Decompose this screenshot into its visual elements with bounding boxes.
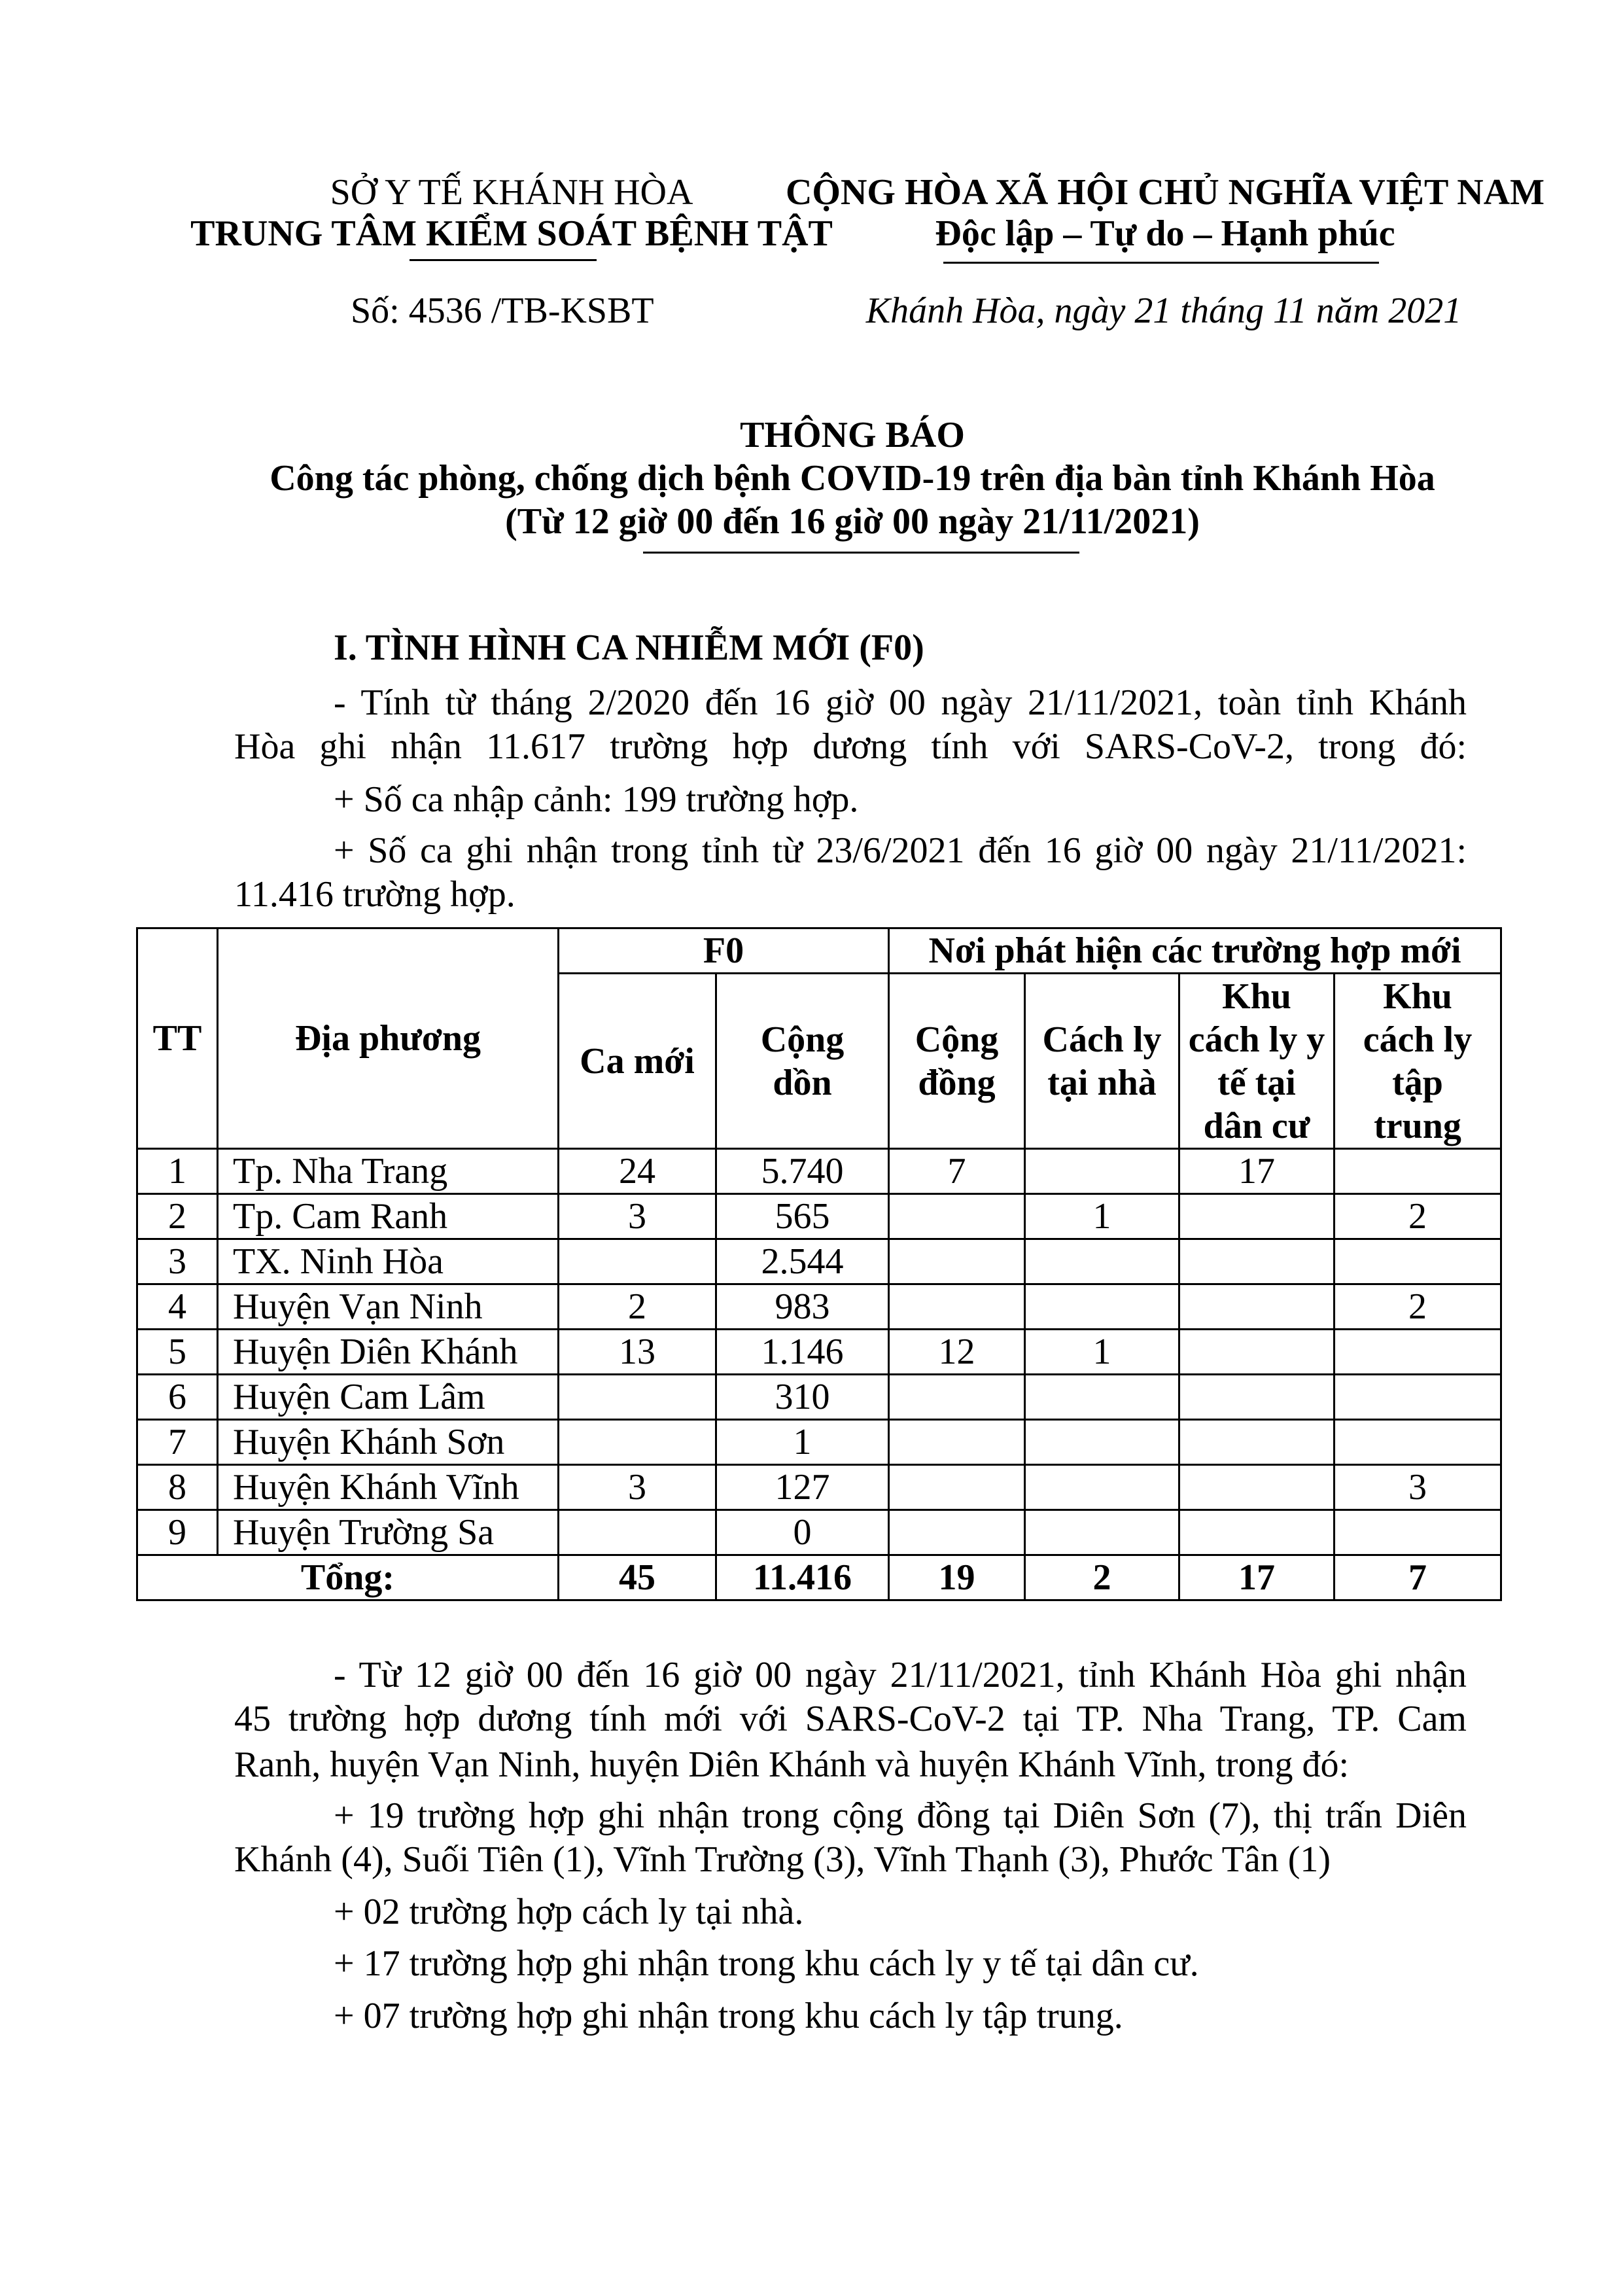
table-row	[137, 1420, 1501, 1465]
cell-home-isolation	[1025, 1239, 1179, 1284]
cell-locality: Huyện Khánh Sơn	[218, 1420, 559, 1465]
cases-table	[136, 927, 1502, 1601]
cell-cumulative: 310	[716, 1375, 889, 1420]
cell-community	[889, 1194, 1025, 1239]
cell-residential-isolation	[1179, 1420, 1335, 1465]
cell-community	[889, 1284, 1025, 1330]
org-name: TRUNG TÂM KIỂM SOÁT BỆNH TẬT	[190, 213, 833, 254]
total-cumulative: 11.416	[716, 1555, 889, 1600]
paragraph-line: Khánh (4), Suối Tiên (1), Vĩnh Trường (3), Vĩnh Thạnh (3), Phước Tân (1)	[234, 1839, 1331, 1880]
cell-locality: Tp. Nha Trang	[218, 1149, 559, 1194]
cell-locality: Huyện Trường Sa	[218, 1510, 559, 1555]
header-new-cases: Ca mới	[559, 974, 716, 1149]
cell-home-isolation	[1025, 1465, 1179, 1510]
motto: Độc lập – Tự do – Hạnh phúc	[935, 213, 1395, 254]
paragraph-line: Hòa ghi nhận 11.617 trường hợp dương tính với SARS-CoV-2, trong đó:	[234, 726, 1467, 767]
cell-home-isolation: 1	[1025, 1194, 1179, 1239]
cell-residential-isolation	[1179, 1284, 1335, 1330]
cell-locality: Huyện Diên Khánh	[218, 1330, 559, 1375]
header-tt: TT	[137, 928, 218, 1149]
cell-home-isolation	[1025, 1375, 1179, 1420]
cell-residential-isolation	[1179, 1239, 1335, 1284]
table-row	[137, 1465, 1501, 1510]
motto-underline	[943, 262, 1379, 264]
paragraph-line: - Tính từ tháng 2/2020 đến 16 giờ 00 ngày 21/11/2021, toàn tỉnh Khánh	[334, 682, 1467, 723]
header-centralized-isolation: Khu cách ly tập trung	[1335, 974, 1501, 1149]
cell-cumulative: 127	[716, 1465, 889, 1510]
paragraph-line: + 02 trường hợp cách ly tại nhà.	[334, 1892, 804, 1932]
cell-centralized-isolation: 2	[1335, 1194, 1501, 1239]
cell-new-cases	[559, 1510, 716, 1555]
total-residential-isolation: 17	[1179, 1555, 1335, 1600]
cell-community: 12	[889, 1330, 1025, 1375]
header-locality: Địa phương	[218, 928, 559, 1149]
cell-community	[889, 1420, 1025, 1465]
cell-tt: 7	[137, 1420, 218, 1465]
table-row	[137, 1375, 1501, 1420]
cell-tt: 2	[137, 1194, 218, 1239]
header-cumulative: Cộng dồn	[716, 974, 889, 1149]
cell-community	[889, 1465, 1025, 1510]
cell-locality: Huyện Vạn Ninh	[218, 1284, 559, 1330]
cell-centralized-isolation	[1335, 1375, 1501, 1420]
cell-cumulative: 1.146	[716, 1330, 889, 1375]
cell-tt: 6	[137, 1375, 218, 1420]
section-heading: I. TÌNH HÌNH CA NHIỄM MỚI (F0)	[334, 627, 924, 668]
cell-new-cases	[559, 1239, 716, 1284]
cell-cumulative: 2.544	[716, 1239, 889, 1284]
cell-community	[889, 1510, 1025, 1555]
header-f0: F0	[559, 928, 889, 974]
header-community: Cộng đồng	[889, 974, 1025, 1149]
cell-home-isolation: 1	[1025, 1330, 1179, 1375]
country-name: CỘNG HÒA XÃ HỘI CHỦ NGHĨA VIỆT NAM	[785, 172, 1545, 213]
paragraph-line: + 19 trường hợp ghi nhận trong cộng đồng tại Diên Sơn (7), thị trấn Diên	[334, 1795, 1467, 1836]
cell-centralized-isolation: 3	[1335, 1465, 1501, 1510]
cell-locality: Huyện Cam Lâm	[218, 1375, 559, 1420]
cell-cumulative: 565	[716, 1194, 889, 1239]
place-date: Khánh Hòa, ngày 21 tháng 11 năm 2021	[865, 291, 1462, 331]
cell-home-isolation	[1025, 1284, 1179, 1330]
cell-community	[889, 1239, 1025, 1284]
total-row	[137, 1555, 1501, 1600]
cell-residential-isolation	[1179, 1330, 1335, 1375]
cell-new-cases: 13	[559, 1330, 716, 1375]
cell-cumulative: 983	[716, 1284, 889, 1330]
total-centralized-isolation: 7	[1335, 1555, 1501, 1600]
cell-centralized-isolation	[1335, 1420, 1501, 1465]
org-underline	[410, 259, 597, 261]
total-community: 19	[889, 1555, 1025, 1600]
table-row	[137, 1330, 1501, 1375]
cell-tt: 4	[137, 1284, 218, 1330]
cell-new-cases: 3	[559, 1465, 716, 1510]
cell-centralized-isolation	[1335, 1330, 1501, 1375]
table-row	[137, 1284, 1501, 1330]
cell-residential-isolation	[1179, 1375, 1335, 1420]
cell-residential-isolation	[1179, 1510, 1335, 1555]
cell-cumulative: 1	[716, 1420, 889, 1465]
title-line2: Công tác phòng, chống dịch bệnh COVID-19 trên địa bàn tỉnh Khánh Hòa	[270, 458, 1435, 499]
cell-new-cases	[559, 1375, 716, 1420]
cell-residential-isolation	[1179, 1465, 1335, 1510]
paragraph-line: + 07 trường hợp ghi nhận trong khu cách ly tập trung.	[334, 1996, 1123, 2036]
cell-residential-isolation: 17	[1179, 1149, 1335, 1194]
cell-locality: TX. Ninh Hòa	[218, 1239, 559, 1284]
cell-locality: Tp. Cam Ranh	[218, 1194, 559, 1239]
header-detection: Nơi phát hiện các trường hợp mới	[889, 928, 1501, 974]
cell-cumulative: 0	[716, 1510, 889, 1555]
cell-community	[889, 1375, 1025, 1420]
cell-community: 7	[889, 1149, 1025, 1194]
cell-locality: Huyện Khánh Vĩnh	[218, 1465, 559, 1510]
paragraph-line: + Số ca ghi nhận trong tỉnh từ 23/6/2021 đến 16 giờ 00 ngày 21/11/2021:	[334, 830, 1467, 871]
total-new-cases: 45	[559, 1555, 716, 1600]
cell-centralized-isolation	[1335, 1239, 1501, 1284]
title-underline	[643, 552, 1079, 554]
paragraph-line: 45 trường hợp dương tính mới với SARS-CoV-2 tại TP. Nha Trang, TP. Cam	[234, 1699, 1467, 1739]
cell-home-isolation	[1025, 1420, 1179, 1465]
cell-centralized-isolation	[1335, 1149, 1501, 1194]
header-home-isolation: Cách ly tại nhà	[1025, 974, 1179, 1149]
table-row	[137, 1239, 1501, 1284]
doc-number: Số: 4536 /TB-KSBT	[351, 291, 654, 331]
cell-tt: 9	[137, 1510, 218, 1555]
cell-new-cases: 2	[559, 1284, 716, 1330]
cell-home-isolation	[1025, 1510, 1179, 1555]
paragraph-line: Ranh, huyện Vạn Ninh, huyện Diên Khánh và huyện Khánh Vĩnh, trong đó:	[234, 1744, 1350, 1785]
title-line3: (Từ 12 giờ 00 đến 16 giờ 00 ngày 21/11/2021)	[505, 501, 1200, 542]
org-parent: SỞ Y TẾ KHÁNH HÒA	[330, 172, 693, 213]
cell-tt: 8	[137, 1465, 218, 1510]
cell-tt: 1	[137, 1149, 218, 1194]
cell-centralized-isolation: 2	[1335, 1284, 1501, 1330]
paragraph-line: + Số ca nhập cảnh: 199 trường hợp.	[334, 779, 859, 820]
title-line1: THÔNG BÁO	[740, 415, 965, 455]
cell-tt: 5	[137, 1330, 218, 1375]
total-label: Tổng:	[137, 1555, 559, 1600]
paragraph-line: + 17 trường hợp ghi nhận trong khu cách ly y tế tại dân cư.	[334, 1943, 1199, 1984]
total-home-isolation: 2	[1025, 1555, 1179, 1600]
table-row	[137, 1149, 1501, 1194]
cell-centralized-isolation	[1335, 1510, 1501, 1555]
cell-new-cases: 3	[559, 1194, 716, 1239]
cell-home-isolation	[1025, 1149, 1179, 1194]
header-residential-isolation: Khu cách ly y tế tại dân cư	[1179, 974, 1335, 1149]
cell-new-cases: 24	[559, 1149, 716, 1194]
table-row	[137, 1194, 1501, 1239]
cell-tt: 3	[137, 1239, 218, 1284]
cell-residential-isolation	[1179, 1194, 1335, 1239]
paragraph-line: - Từ 12 giờ 00 đến 16 giờ 00 ngày 21/11/2021, tỉnh Khánh Hòa ghi nhận	[334, 1655, 1467, 1695]
cell-new-cases	[559, 1420, 716, 1465]
cell-cumulative: 5.740	[716, 1149, 889, 1194]
paragraph-line: 11.416 trường hợp.	[234, 874, 515, 915]
table-row	[137, 1510, 1501, 1555]
